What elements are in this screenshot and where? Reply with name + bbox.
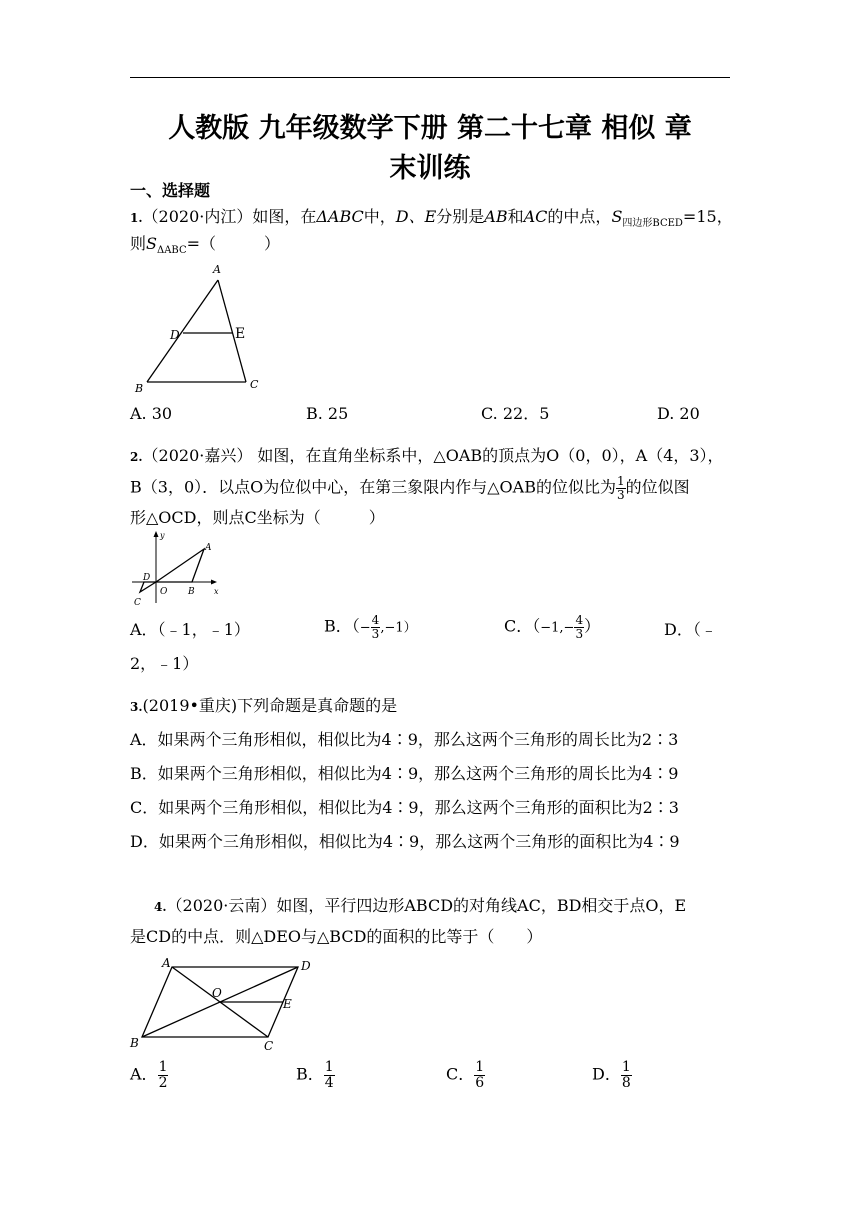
q4-option-c xyxy=(446,1060,485,1090)
q4-option-d-den: 8 xyxy=(621,1074,631,1091)
q2-option-d-part2: 2，﹣1） xyxy=(130,654,199,673)
q2-option-c-num: 4 xyxy=(575,613,584,627)
q4-figure xyxy=(128,954,328,1054)
q2-option-c-suffix: ） xyxy=(584,616,601,636)
q4-option-d-fraction xyxy=(621,1060,632,1090)
q2-y-arrow xyxy=(154,531,159,537)
q1-text-e: 的中点， xyxy=(547,207,612,226)
q1-seg-ac: AC xyxy=(523,207,548,226)
q2-option-b-prefix: B．（ xyxy=(324,616,360,636)
q4-label-b: B xyxy=(130,1036,139,1050)
q4-option-a xyxy=(130,1060,168,1090)
q2-option-b-fraction xyxy=(371,614,381,640)
q4-text-1: （2020·云南）如图，平行四边形ABCD的对角线AC，BD相交于点O，E xyxy=(166,896,687,915)
page-title-line2: 末训练 xyxy=(389,153,471,184)
q1-points-de: D、E xyxy=(395,207,437,226)
q3-option-d: D．如果两个三角形相似，相似比为4∶9，那么这两个三角形的面积比为4∶9 xyxy=(130,832,680,851)
q1-option-d: D. 20 xyxy=(657,404,700,423)
q2-option-c xyxy=(504,614,600,640)
q1-label-b: B xyxy=(135,382,144,395)
q2-stem-line2 xyxy=(130,475,690,501)
q2-ratio-fraction xyxy=(616,475,626,501)
q2-x-arrow xyxy=(211,580,217,585)
q4-label-e: E xyxy=(283,997,292,1011)
q4-option-d xyxy=(592,1060,632,1090)
q1-text-c: 分别是 xyxy=(436,207,485,226)
q3-option-c: C．如果两个三角形相似，相似比为4∶9，那么这两个三角形的面积比为2∶3 xyxy=(130,798,679,817)
q2-triangle-ocd xyxy=(140,582,156,592)
q2-option-c-den: 3 xyxy=(575,626,584,641)
q2-option-b-minus: − xyxy=(359,620,371,636)
q2-stem-line1 xyxy=(130,448,724,464)
q2-option-a: A．（﹣1，﹣1） xyxy=(130,620,250,639)
q1-label-c: C xyxy=(250,378,259,391)
q2-option-d-part1: D．（﹣ xyxy=(664,620,717,639)
q1-stem-line2 xyxy=(130,234,281,256)
q3-option-a: A．如果两个三角形相似，相似比为4∶9，那么这两个三角形的周长比为2∶3 xyxy=(130,730,679,749)
q4-option-b-fraction xyxy=(324,1060,335,1090)
q2-label-o: O xyxy=(160,587,168,597)
section-heading: 一、选择题 xyxy=(130,181,211,200)
q1-area-subscript-2: ΔABC xyxy=(156,245,187,256)
q1-label-d: D xyxy=(170,328,180,342)
q4-option-a-letter: A． xyxy=(130,1064,158,1084)
q4-option-b-num: 1 xyxy=(324,1059,334,1075)
q2-option-b-suffix: ,−1） xyxy=(380,620,417,636)
q3-option-b: B．如果两个三角形相似，相似比为4∶9，那么这两个三角形的周长比为4∶9 xyxy=(130,764,679,783)
q2-text-1: （2020·嘉兴） 如图，在直角坐标系中，△OAB的顶点为O（0，0），A（4，3）， xyxy=(142,446,724,465)
q1-text-d: 和 xyxy=(507,207,524,226)
q2-stem-line3: 形△OCD，则点C坐标为（ ） xyxy=(130,508,385,527)
q2-option-b-den: 3 xyxy=(371,626,380,641)
q2-option-b xyxy=(324,614,417,640)
q2-number: 2. xyxy=(130,450,143,464)
q2-text-2b: 的位似图 xyxy=(625,477,690,497)
q4-option-d-letter: D． xyxy=(592,1064,621,1084)
q1-area-symbol: S xyxy=(611,207,623,226)
q2-label-y: y xyxy=(160,531,165,540)
q1-text-then: 则 xyxy=(130,234,147,253)
q1-option-b: B. 25 xyxy=(306,404,349,423)
q3-text: (2019•重庆)下列命题是真命题的是 xyxy=(142,696,398,715)
q2-label-c: C xyxy=(134,598,141,608)
q2-ratio-num: 1 xyxy=(616,474,625,488)
q1-figure xyxy=(130,258,270,398)
q4-label-d: D xyxy=(301,959,311,973)
q4-number: 4. xyxy=(154,900,167,914)
q2-ratio-den: 3 xyxy=(616,487,625,502)
q1-comma: ， xyxy=(716,207,733,226)
q2-option-c-fraction xyxy=(574,614,584,640)
q3-stem xyxy=(130,698,397,714)
q1-text-b: 中， xyxy=(363,207,396,226)
q4-option-c-den: 6 xyxy=(475,1074,485,1091)
q4-option-c-fraction xyxy=(474,1060,485,1090)
q1-triangle: ΔABC xyxy=(316,207,364,226)
q1-area-subscript: 四边形BCED xyxy=(622,218,683,229)
q4-option-c-letter: C． xyxy=(446,1064,475,1084)
q2-figure xyxy=(130,528,230,612)
q2-label-b: B xyxy=(188,587,195,597)
q2-text-2a: B（3，0）．以点O为位似中心，在第三象限内作与△OAB的位似比为 xyxy=(130,477,616,497)
q4-option-b-den: 4 xyxy=(324,1074,334,1091)
q4-label-c: C xyxy=(264,1039,274,1053)
q2-label-x: x xyxy=(214,587,219,596)
q4-option-b-letter: B． xyxy=(296,1064,324,1084)
header-rule xyxy=(130,77,730,78)
q1-text-a: （2020·内江）如图，在 xyxy=(142,207,317,226)
q1-option-a: A. 30 xyxy=(130,404,173,423)
q1-seg-ab: AB xyxy=(484,207,508,226)
q4-label-o: O xyxy=(212,986,222,1000)
q1-area-symbol-2: S xyxy=(146,234,157,253)
q4-option-a-fraction xyxy=(158,1060,169,1090)
q4-stem-line2: 是CD的中点．则△DEO与△BCD的面积的比等于（ ） xyxy=(130,927,543,946)
q1-number: 1. xyxy=(130,211,143,225)
q2-option-c-prefix: C．（ xyxy=(504,616,541,636)
q2-label-d: D xyxy=(143,573,151,583)
q4-option-d-num: 1 xyxy=(621,1059,631,1075)
q4-option-b xyxy=(296,1060,335,1090)
q1-stem-line1 xyxy=(130,207,733,229)
page-title-line1: 人教版 九年级数学下册 第二十七章 相似 章 xyxy=(168,113,692,144)
q4-option-c-num: 1 xyxy=(475,1059,485,1075)
q4-option-a-num: 1 xyxy=(158,1059,168,1075)
q2-triangle-oab xyxy=(156,549,204,582)
q4-option-a-den: 2 xyxy=(158,1074,168,1091)
q1-option-c: C. 22．5 xyxy=(481,404,550,423)
q1-line-ab xyxy=(147,280,218,382)
q1-label-e: E xyxy=(235,326,246,342)
q2-option-b-num: 4 xyxy=(371,613,380,627)
q2-option-c-mid: −1,− xyxy=(540,620,575,636)
q2-label-a: A xyxy=(205,543,212,553)
q1-area-value: =15 xyxy=(682,207,717,226)
q1-blank: =（ ） xyxy=(186,234,281,253)
q1-label-a: A xyxy=(213,263,221,276)
q4-label-a: A xyxy=(162,956,171,970)
q3-number: 3. xyxy=(130,700,143,714)
q4-stem-line1 xyxy=(154,898,686,914)
